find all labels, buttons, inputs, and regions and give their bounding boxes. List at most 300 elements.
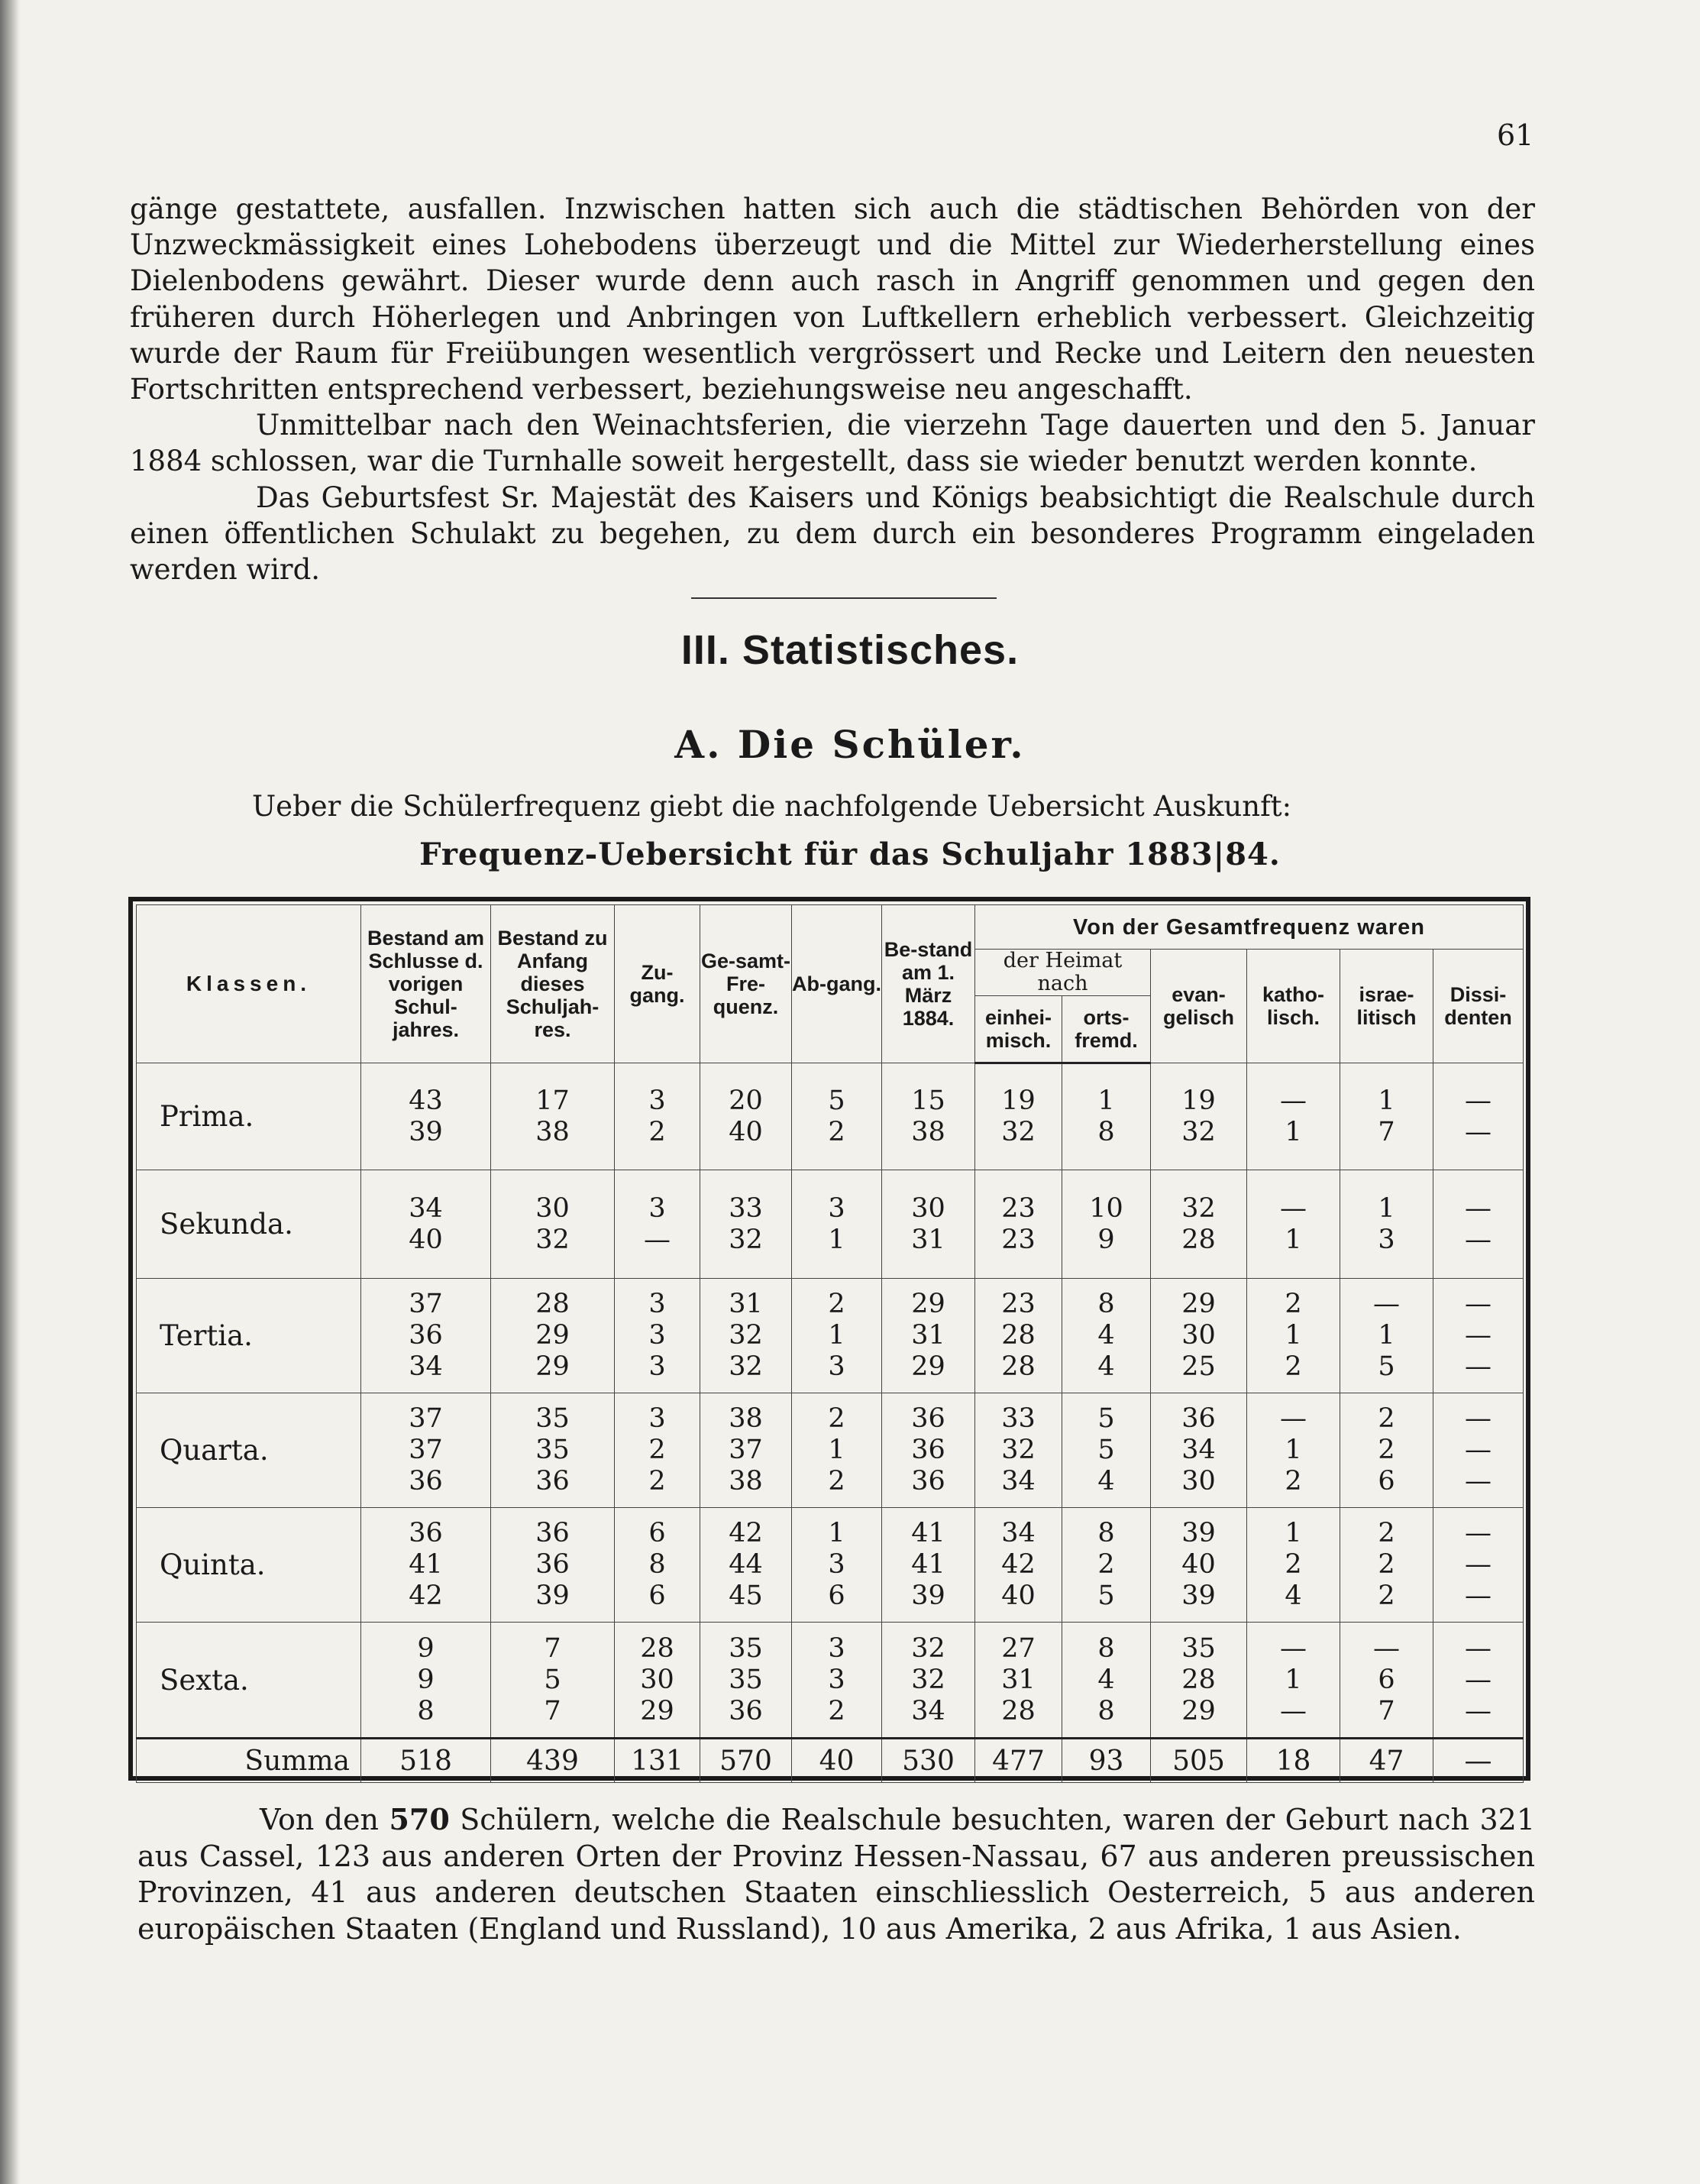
summa-label: Summa xyxy=(137,1739,361,1783)
cell-value: — xyxy=(1465,1224,1492,1255)
cell-bestand-maerz xyxy=(882,1063,975,1170)
cell-gesamtfrequenz xyxy=(700,1170,792,1279)
cell-value: 32 xyxy=(1181,1116,1216,1147)
cell-value: 2 xyxy=(1097,1549,1115,1580)
cell-value: 20 xyxy=(729,1085,763,1116)
table-body xyxy=(137,1063,1524,1783)
cell-einheimisch xyxy=(975,1623,1062,1739)
cell-value: 39 xyxy=(911,1581,945,1611)
cell-dissidenten xyxy=(1433,1623,1524,1739)
cell-gesamtfrequenz xyxy=(700,1063,792,1170)
cell-bestand-maerz xyxy=(882,1279,975,1393)
cell-value: 6 xyxy=(1378,1664,1395,1695)
cell-value: — xyxy=(1280,1403,1307,1434)
cell-value: 39 xyxy=(409,1116,443,1147)
cell-value: 32 xyxy=(911,1664,945,1695)
cell-value: — xyxy=(1465,1192,1492,1224)
cell-value: 5 xyxy=(1097,1581,1115,1611)
cell-value: 42 xyxy=(729,1518,763,1548)
cell-value: 7 xyxy=(544,1695,561,1726)
cell-value: 38 xyxy=(911,1116,945,1147)
summa-dissidenten: — xyxy=(1433,1739,1524,1783)
cell-value: 28 xyxy=(1001,1351,1036,1382)
table-row xyxy=(137,1508,1524,1623)
closing-total: 570 xyxy=(389,1802,450,1836)
cell-value: 31 xyxy=(911,1320,945,1351)
page-number: 61 xyxy=(1497,118,1534,152)
cell-israelitisch xyxy=(1340,1170,1433,1279)
cell-value: 28 xyxy=(1001,1695,1036,1726)
cell-value: 2 xyxy=(1378,1581,1395,1611)
cell-abgang xyxy=(792,1393,882,1508)
header-ortsfremd: orts-fremd. xyxy=(1062,996,1151,1063)
cell-value: 34 xyxy=(1181,1435,1216,1465)
cell-value: 1 xyxy=(1285,1320,1302,1351)
cell-value: 41 xyxy=(911,1518,945,1548)
cell-abgang xyxy=(792,1508,882,1623)
cell-value: 10 xyxy=(1089,1192,1123,1224)
cell-value: — xyxy=(1465,1664,1492,1695)
cell-value: 4 xyxy=(1097,1466,1115,1496)
cell-evangelisch xyxy=(1151,1063,1247,1170)
cell-value: 3 xyxy=(828,1351,845,1382)
cell-value: — xyxy=(1465,1435,1492,1465)
cell-value: 45 xyxy=(729,1581,763,1611)
cell-value: 32 xyxy=(1181,1192,1216,1224)
cell-value: 28 xyxy=(1001,1320,1036,1351)
cell-zugang xyxy=(615,1393,700,1508)
cell-value: — xyxy=(1465,1695,1492,1726)
cell-katholisch xyxy=(1247,1393,1340,1508)
cell-value: 39 xyxy=(535,1581,570,1611)
cell-einheimisch xyxy=(975,1393,1062,1508)
cell-value: — xyxy=(1465,1403,1492,1434)
class-name-cell: Prima. xyxy=(137,1063,361,1170)
cell-value: 1 xyxy=(828,1320,845,1351)
cell-katholisch xyxy=(1247,1623,1340,1739)
cell-value: 40 xyxy=(409,1224,443,1255)
cell-value: 41 xyxy=(409,1549,443,1580)
cell-value: 6 xyxy=(1378,1466,1395,1496)
cell-value: 4 xyxy=(1285,1581,1302,1611)
cell-value: — xyxy=(1280,1632,1307,1664)
cell-value: 28 xyxy=(535,1289,570,1319)
cell-value: 38 xyxy=(535,1116,570,1147)
cell-value: 3 xyxy=(648,1351,666,1382)
header-klassen: Klassen. xyxy=(137,905,361,1063)
header-katholisch: katho-lisch. xyxy=(1247,950,1340,1063)
summa-katholisch: 18 xyxy=(1247,1739,1340,1783)
book-spine-shadow xyxy=(0,0,20,2184)
header-evangelisch: evan-gelisch xyxy=(1151,950,1247,1063)
cell-value: 2 xyxy=(1285,1351,1302,1382)
cell-bestand-schluss xyxy=(361,1393,491,1508)
cell-value: — xyxy=(1465,1518,1492,1548)
cell-value: 32 xyxy=(729,1351,763,1382)
cell-value: 34 xyxy=(1001,1466,1036,1496)
cell-value: 9 xyxy=(417,1632,435,1664)
header-bestand-anfang: Bestand zu Anfang dieses Schuljah-res. xyxy=(491,905,615,1063)
cell-value: 35 xyxy=(535,1435,570,1465)
cell-value: — xyxy=(1465,1116,1492,1147)
cell-value: 2 xyxy=(1378,1435,1395,1465)
cell-value: 33 xyxy=(1001,1403,1036,1434)
cell-value: 29 xyxy=(640,1695,674,1726)
cell-value: 5 xyxy=(828,1085,845,1116)
cell-value: 28 xyxy=(640,1632,674,1664)
cell-value: 36 xyxy=(535,1518,570,1548)
cell-value: 3 xyxy=(648,1085,666,1116)
closing-rest: Schülern, welche die Realschule besuchten, waren der Geburt nach 321 aus Cassel, 123 aus anderen Orten der Provinz Hessen-Nassau, 67 aus anderen preussischen Provinzen, 41 aus anderen deutschen Staaten einschliesslich Oesterreich, 5 aus anderen europäischen Staaten (England und Russland), 10 aus Amerika, 2 aus Afrika, 1 aus Asien. xyxy=(137,1803,1535,1946)
cell-dissidenten xyxy=(1433,1393,1524,1508)
cell-value: 34 xyxy=(1001,1518,1036,1548)
cell-value: 32 xyxy=(911,1632,945,1664)
cell-value: 36 xyxy=(535,1549,570,1580)
cell-zugang xyxy=(615,1623,700,1739)
cell-value: 39 xyxy=(1181,1518,1216,1548)
cell-value: 6 xyxy=(648,1581,666,1611)
cell-value: — xyxy=(1465,1289,1492,1319)
cell-ortsfremd xyxy=(1062,1508,1151,1623)
header-bestand-maerz: Be-stand am 1. März 1884. xyxy=(882,905,975,1063)
table-row xyxy=(137,1393,1524,1508)
cell-value: 23 xyxy=(1001,1192,1036,1224)
cell-value: 23 xyxy=(1001,1224,1036,1255)
summa-ortsfremd: 93 xyxy=(1062,1739,1151,1783)
header-israelitisch: israe-litisch xyxy=(1340,950,1433,1063)
cell-value: 1 xyxy=(1097,1086,1115,1116)
cell-value: 15 xyxy=(911,1085,945,1116)
cell-value: 19 xyxy=(1181,1085,1216,1116)
cell-value: 4 xyxy=(1097,1664,1115,1695)
cell-bestand-anfang xyxy=(491,1279,615,1393)
frequency-table xyxy=(136,904,1524,1783)
cell-value: 1 xyxy=(828,1518,845,1548)
cell-bestand-maerz xyxy=(882,1508,975,1623)
cell-israelitisch xyxy=(1340,1279,1433,1393)
cell-value: — xyxy=(1280,1192,1307,1224)
cell-value: 39 xyxy=(1181,1581,1216,1611)
cell-value: 8 xyxy=(648,1549,666,1580)
cell-value: 3 xyxy=(828,1664,845,1695)
cell-value: 7 xyxy=(1378,1116,1395,1147)
header-abgang: Ab-gang. xyxy=(792,905,882,1063)
cell-zugang xyxy=(615,1279,700,1393)
cell-value: 2 xyxy=(828,1695,845,1726)
class-name-cell: Sexta. xyxy=(137,1623,361,1739)
cell-value: 37 xyxy=(409,1435,443,1465)
cell-value: 9 xyxy=(417,1664,435,1695)
cell-value: — xyxy=(1373,1632,1400,1664)
cell-value: 31 xyxy=(1001,1664,1036,1695)
cell-value: — xyxy=(1465,1320,1492,1351)
cell-value: 36 xyxy=(409,1466,443,1496)
cell-value: 30 xyxy=(1181,1466,1216,1496)
intro-line: Ueber die Schülerfrequenz giebt die nachfolgende Uebersicht Auskunft: xyxy=(252,790,1292,823)
cell-value: 36 xyxy=(911,1403,945,1434)
cell-value: 29 xyxy=(535,1320,570,1351)
cell-bestand-schluss xyxy=(361,1063,491,1170)
cell-value: 37 xyxy=(409,1403,443,1434)
cell-bestand-schluss xyxy=(361,1508,491,1623)
cell-value: 1 xyxy=(1285,1224,1302,1255)
cell-value: 35 xyxy=(535,1403,570,1434)
cell-value: — xyxy=(1465,1632,1492,1664)
cell-value: 4 xyxy=(1097,1320,1115,1351)
body-text xyxy=(130,191,1535,587)
cell-value: 8 xyxy=(1097,1632,1115,1664)
cell-zugang xyxy=(615,1508,700,1623)
cell-value: 30 xyxy=(535,1192,570,1224)
cell-value: 2 xyxy=(1285,1289,1302,1319)
cell-value: 32 xyxy=(1001,1435,1036,1465)
cell-value: 2 xyxy=(1378,1403,1395,1434)
cell-ortsfremd xyxy=(1062,1393,1151,1508)
table-row xyxy=(137,1623,1524,1739)
cell-value: 17 xyxy=(535,1085,570,1116)
header-heimat-group: der Heimat nach xyxy=(975,950,1151,996)
header-gesamtfrequenz: Ge-samt-Fre-quenz. xyxy=(700,905,792,1063)
cell-value: — xyxy=(644,1224,671,1255)
summa-zugang: 131 xyxy=(615,1739,700,1783)
cell-value: 35 xyxy=(1181,1632,1216,1664)
cell-value: 32 xyxy=(1001,1117,1036,1147)
header-dissidenten: Dissi-denten xyxy=(1433,950,1524,1063)
cell-katholisch xyxy=(1247,1508,1340,1623)
closing-text xyxy=(137,1801,1535,1947)
cell-value: 8 xyxy=(417,1695,435,1726)
cell-value: 36 xyxy=(911,1466,945,1496)
summa-bestand-maerz: 530 xyxy=(882,1739,975,1783)
cell-bestand-schluss xyxy=(361,1170,491,1279)
cell-value: 31 xyxy=(911,1224,945,1255)
cell-value: 2 xyxy=(648,1466,666,1496)
subsection-heading: A. Die Schüler. xyxy=(674,722,1026,767)
cell-bestand-schluss xyxy=(361,1279,491,1393)
cell-value: 29 xyxy=(535,1351,570,1382)
cell-value: 2 xyxy=(828,1289,845,1319)
cell-value: — xyxy=(1465,1466,1492,1496)
cell-value: 29 xyxy=(911,1289,945,1319)
cell-ortsfremd xyxy=(1062,1279,1151,1393)
cell-israelitisch xyxy=(1340,1393,1433,1508)
cell-value: 38 xyxy=(729,1466,763,1496)
cell-bestand-anfang xyxy=(491,1170,615,1279)
cell-value: 2 xyxy=(1378,1518,1395,1548)
cell-abgang xyxy=(792,1170,882,1279)
cell-value: 30 xyxy=(640,1664,674,1695)
cell-value: 1 xyxy=(828,1435,845,1465)
cell-value: 36 xyxy=(911,1435,945,1465)
cell-value: 34 xyxy=(409,1192,443,1224)
cell-value: 30 xyxy=(1181,1320,1216,1351)
cell-value: 2 xyxy=(1285,1466,1302,1496)
cell-value: 43 xyxy=(409,1085,443,1116)
cell-value: 3 xyxy=(828,1549,845,1580)
cell-value: 28 xyxy=(1181,1664,1216,1695)
cell-value: 36 xyxy=(729,1695,763,1726)
cell-value: 40 xyxy=(729,1116,763,1147)
cell-zugang xyxy=(615,1063,700,1170)
cell-value: 8 xyxy=(1097,1695,1115,1726)
section-divider xyxy=(691,597,997,599)
cell-value: 37 xyxy=(409,1289,443,1319)
cell-value: 1 xyxy=(1285,1664,1302,1695)
cell-value: 40 xyxy=(1001,1581,1036,1611)
cell-value: 30 xyxy=(911,1192,945,1224)
cell-einheimisch xyxy=(975,1279,1062,1393)
cell-value: 1 xyxy=(1285,1435,1302,1465)
paragraph: gänge gestattete, ausfallen. Inzwischen hatten sich auch die städtischen Behörden von der Unzweckmässigkeit eines Lohebodens überzeugt und die Mittel zur Wiederherstellung eines Dielenbodens gewährt. Dieser wurde denn auch rasch in Angriff genommen und gegen den früheren durch Höherlegen und Anbringen von Luftkellern erheblich verbessert. Gleichzeitig wurde der Raum für Freiübungen wesentlich vergrössert und Recke und Leitern den neuesten Fortschritten entsprechend verbessert, beziehungsweise neu angeschafft. xyxy=(130,193,1535,406)
cell-value: 1 xyxy=(1285,1116,1302,1147)
cell-value: 9 xyxy=(1097,1224,1115,1255)
paragraph: Das Geburtsfest Sr. Majestät des Kaisers und Königs beabsichtigt die Realschule durch einen öffentlichen Schulakt zu begehen, zu dem durch ein besonderes Programm eingeladen werden wird. xyxy=(130,480,1535,587)
cell-value: 5 xyxy=(1097,1403,1115,1434)
cell-value: 2 xyxy=(828,1403,845,1434)
cell-value: — xyxy=(1465,1085,1492,1116)
cell-bestand-maerz xyxy=(882,1170,975,1279)
cell-value: — xyxy=(1280,1085,1307,1116)
table-row xyxy=(137,1063,1524,1170)
summa-israelitisch: 47 xyxy=(1340,1739,1433,1783)
table-row xyxy=(137,1170,1524,1279)
summa-gesamtfrequenz: 570 xyxy=(700,1739,792,1783)
cell-value: 1 xyxy=(1378,1320,1395,1351)
cell-evangelisch xyxy=(1151,1393,1247,1508)
cell-value: 29 xyxy=(1181,1289,1216,1319)
cell-value: 1 xyxy=(1378,1085,1395,1116)
cell-bestand-anfang xyxy=(491,1063,615,1170)
cell-value: 2 xyxy=(648,1435,666,1465)
cell-value: 6 xyxy=(828,1581,845,1611)
cell-value: 1 xyxy=(1378,1192,1395,1224)
cell-abgang xyxy=(792,1279,882,1393)
cell-value: 8 xyxy=(1097,1117,1115,1147)
cell-value: 36 xyxy=(409,1518,443,1548)
cell-value: 44 xyxy=(729,1549,763,1580)
closing-lead: Von den xyxy=(260,1803,380,1836)
cell-value: 36 xyxy=(1181,1403,1216,1434)
class-name-cell: Quarta. xyxy=(137,1393,361,1508)
cell-value: 4 xyxy=(1097,1351,1115,1382)
cell-value: 1 xyxy=(1285,1518,1302,1548)
cell-einheimisch xyxy=(975,1508,1062,1623)
cell-dissidenten xyxy=(1433,1170,1524,1279)
cell-value: 36 xyxy=(409,1320,443,1351)
cell-value: 5 xyxy=(1378,1351,1395,1382)
cell-value: 29 xyxy=(1181,1695,1216,1726)
summa-abgang: 40 xyxy=(792,1739,882,1783)
header-group-gesamtfrequenz: Von der Gesamtfrequenz waren xyxy=(975,905,1524,950)
header-einheimisch: einhei-misch. xyxy=(975,996,1062,1063)
cell-value: 3 xyxy=(648,1192,666,1224)
cell-value: 35 xyxy=(729,1664,763,1695)
cell-katholisch xyxy=(1247,1063,1340,1170)
cell-value: 42 xyxy=(1001,1549,1036,1580)
cell-ortsfremd xyxy=(1062,1623,1151,1739)
cell-value: 2 xyxy=(828,1466,845,1496)
cell-value: — xyxy=(1280,1695,1307,1726)
class-name-cell: Tertia. xyxy=(137,1279,361,1393)
table-row xyxy=(137,1279,1524,1393)
closing-paragraph xyxy=(137,1801,1535,1947)
cell-katholisch xyxy=(1247,1170,1340,1279)
cell-value: 32 xyxy=(729,1320,763,1351)
cell-value: — xyxy=(1373,1289,1400,1319)
cell-israelitisch xyxy=(1340,1063,1433,1170)
cell-evangelisch xyxy=(1151,1508,1247,1623)
cell-abgang xyxy=(792,1623,882,1739)
cell-value: 5 xyxy=(544,1664,561,1695)
cell-value: 28 xyxy=(1181,1224,1216,1255)
summa-bestand-anfang: 439 xyxy=(491,1739,615,1783)
cell-value: 5 xyxy=(1097,1435,1115,1465)
cell-value: 34 xyxy=(911,1695,945,1726)
cell-value: 41 xyxy=(911,1549,945,1580)
cell-dissidenten xyxy=(1433,1508,1524,1623)
cell-value: 3 xyxy=(828,1192,845,1224)
cell-value: — xyxy=(1465,1351,1492,1382)
summa-bestand-schluss: 518 xyxy=(361,1739,491,1783)
cell-value: 3 xyxy=(648,1403,666,1434)
section-heading: III. Statistisches. xyxy=(680,627,1020,673)
cell-gesamtfrequenz xyxy=(700,1393,792,1508)
cell-bestand-maerz xyxy=(882,1623,975,1739)
cell-value: 42 xyxy=(409,1581,443,1611)
cell-value: — xyxy=(1465,1581,1492,1611)
cell-value: 23 xyxy=(1001,1289,1036,1319)
cell-ortsfremd xyxy=(1062,1063,1151,1170)
cell-value: 8 xyxy=(1097,1518,1115,1548)
cell-value: 36 xyxy=(535,1466,570,1496)
cell-value: 35 xyxy=(729,1632,763,1664)
cell-value: 34 xyxy=(409,1351,443,1382)
cell-israelitisch xyxy=(1340,1508,1433,1623)
class-name-cell: Sekunda. xyxy=(137,1170,361,1279)
cell-value: 2 xyxy=(1378,1549,1395,1580)
cell-value: 3 xyxy=(1378,1224,1395,1255)
table-title: Frequenz-Uebersicht für das Schuljahr 1883|84. xyxy=(419,836,1281,872)
cell-evangelisch xyxy=(1151,1170,1247,1279)
cell-value: 37 xyxy=(729,1435,763,1465)
cell-bestand-schluss xyxy=(361,1623,491,1739)
summa-einheimisch: 477 xyxy=(975,1739,1062,1783)
cell-value: 3 xyxy=(648,1320,666,1351)
cell-value: 40 xyxy=(1181,1549,1216,1580)
cell-einheimisch xyxy=(975,1170,1062,1279)
cell-value: 38 xyxy=(729,1403,763,1434)
paragraph: Unmittelbar nach den Weinachtsferien, die vierzehn Tage dauerten und den 5. Januar 1884 schlossen, war die Turnhalle soweit hergestellt, dass sie wieder benutzt werden konnte. xyxy=(130,409,1535,478)
cell-value: 3 xyxy=(828,1632,845,1664)
cell-dissidenten xyxy=(1433,1279,1524,1393)
cell-value: 2 xyxy=(828,1116,845,1147)
cell-evangelisch xyxy=(1151,1279,1247,1393)
header-bestand-schluss: Bestand am Schlusse d. vorigen Schul-jahres. xyxy=(361,905,491,1063)
cell-gesamtfrequenz xyxy=(700,1279,792,1393)
cell-value: 8 xyxy=(1097,1289,1115,1319)
cell-zugang xyxy=(615,1170,700,1279)
cell-value: 2 xyxy=(648,1116,666,1147)
cell-value: 32 xyxy=(729,1224,763,1255)
cell-gesamtfrequenz xyxy=(700,1623,792,1739)
cell-bestand-anfang xyxy=(491,1393,615,1508)
cell-value: 2 xyxy=(1285,1549,1302,1580)
cell-bestand-anfang xyxy=(491,1508,615,1623)
cell-gesamtfrequenz xyxy=(700,1508,792,1623)
cell-value: 7 xyxy=(544,1632,561,1664)
cell-evangelisch xyxy=(1151,1623,1247,1739)
cell-katholisch xyxy=(1247,1279,1340,1393)
